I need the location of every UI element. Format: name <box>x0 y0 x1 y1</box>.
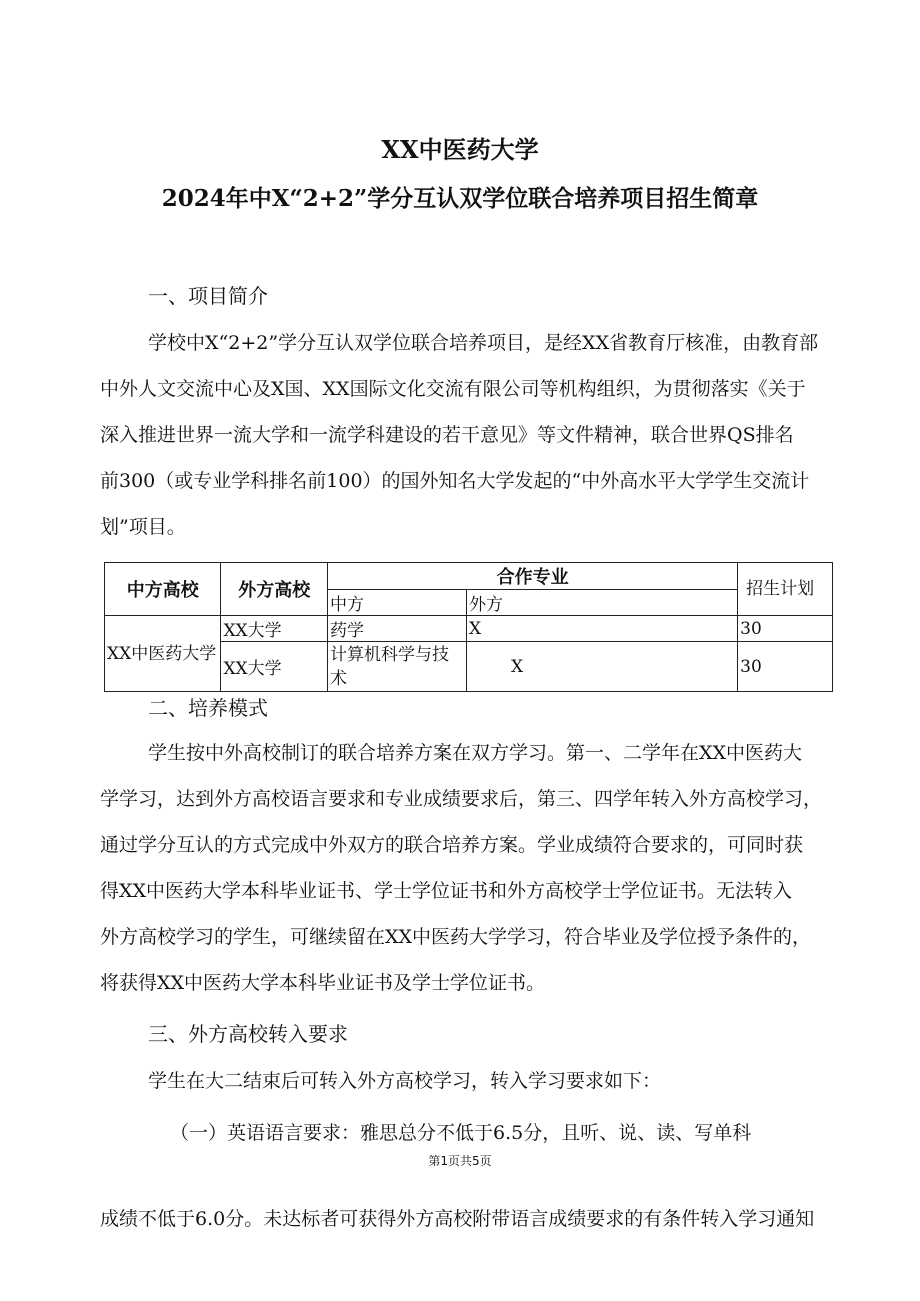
paragraph-line: 前300（或专业学科排名前100）的国外知名大学发起的“中外高水平大学学生交流计 <box>100 470 810 492</box>
document-title: XX中医药大学 <box>381 135 539 164</box>
section-heading-mode: 二、培养模式 <box>148 696 268 720</box>
paragraph-line: 通过学分互认的方式完成中外双方的联合培养方案。学业成绩符合要求的，可同时获 <box>100 834 804 856</box>
page-number: 第1页共5页 <box>428 1154 492 1168</box>
cell-major-foreign: X <box>466 642 737 692</box>
paragraph-line: 得XX中医药大学本科毕业证书、学士学位证书和外方高校学士学位证书。无法转入 <box>100 880 793 902</box>
list-item-english-requirement: （一）英语语言要求：雅思总分不低于6.5分，且听、说、读、写单科 <box>170 1122 752 1144</box>
document-subtitle: 2024年中X“2+2”学分互认双学位联合培养项目招生简章 <box>161 185 759 212</box>
next-page-paragraph-line: 成绩不低于6.0分。未达标者可获得外方高校附带语言成绩要求的有条件转入学习通知 <box>100 1208 815 1230</box>
cell-quota: 30 <box>738 642 833 692</box>
section-heading-transfer: 三、外方高校转入要求 <box>148 1022 348 1046</box>
paragraph-line: 学生按中外高校制订的联合培养方案在双方学习。第一、二学年在XX中医药大 <box>148 742 803 764</box>
cell-cn-school: XX中医药大学 <box>105 616 221 692</box>
paragraph-line: 中外人文交流中心及X国、XX国际文化交流有限公司等机构组织，为贯彻落实《关于 <box>100 378 806 400</box>
cell-foreign-school: XX大学 <box>221 616 328 642</box>
program-table <box>104 562 833 692</box>
paragraph-line: 深入推进世界一流大学和一流学科建设的若干意见》等文件精神，联合世界QS排名 <box>100 424 794 446</box>
header-cn-school: 中方高校 <box>105 563 221 616</box>
cell-major-cn: 计算机科学与技术 <box>328 642 467 692</box>
cell-major-cn: 药学 <box>328 616 467 642</box>
section-heading-intro: 一、项目简介 <box>148 284 268 308</box>
paragraph-line: 学学习，达到外方高校语言要求和专业成绩要求后，第三、四学年转入外方高校学习， <box>100 788 823 810</box>
header-major-cn: 中方 <box>328 590 467 616</box>
paragraph-line: 学生在大二结束后可转入外方高校学习，转入学习要求如下： <box>148 1070 662 1092</box>
paragraph-line: 学校中X“2+2”学分互认双学位联合培养项目，是经XX省教育厅核准，由教育部 <box>148 332 819 354</box>
paragraph-line: 将获得XX中医药大学本科毕业证书及学士学位证书。 <box>100 972 546 994</box>
cell-quota: 30 <box>738 616 833 642</box>
paragraph-line: 划”项目。 <box>100 516 186 538</box>
header-major: 合作专业 <box>328 563 738 590</box>
header-major-foreign: 外方 <box>466 590 737 616</box>
header-foreign-school: 外方高校 <box>221 563 328 616</box>
cell-major-foreign: X <box>466 616 737 642</box>
paragraph-line: 外方高校学习的学生，可继续留在XX中医药大学学习，符合毕业及学位授予条件的， <box>100 926 812 948</box>
header-quota: 招生计划 <box>738 563 833 616</box>
cell-foreign-school: XX大学 <box>221 642 328 692</box>
